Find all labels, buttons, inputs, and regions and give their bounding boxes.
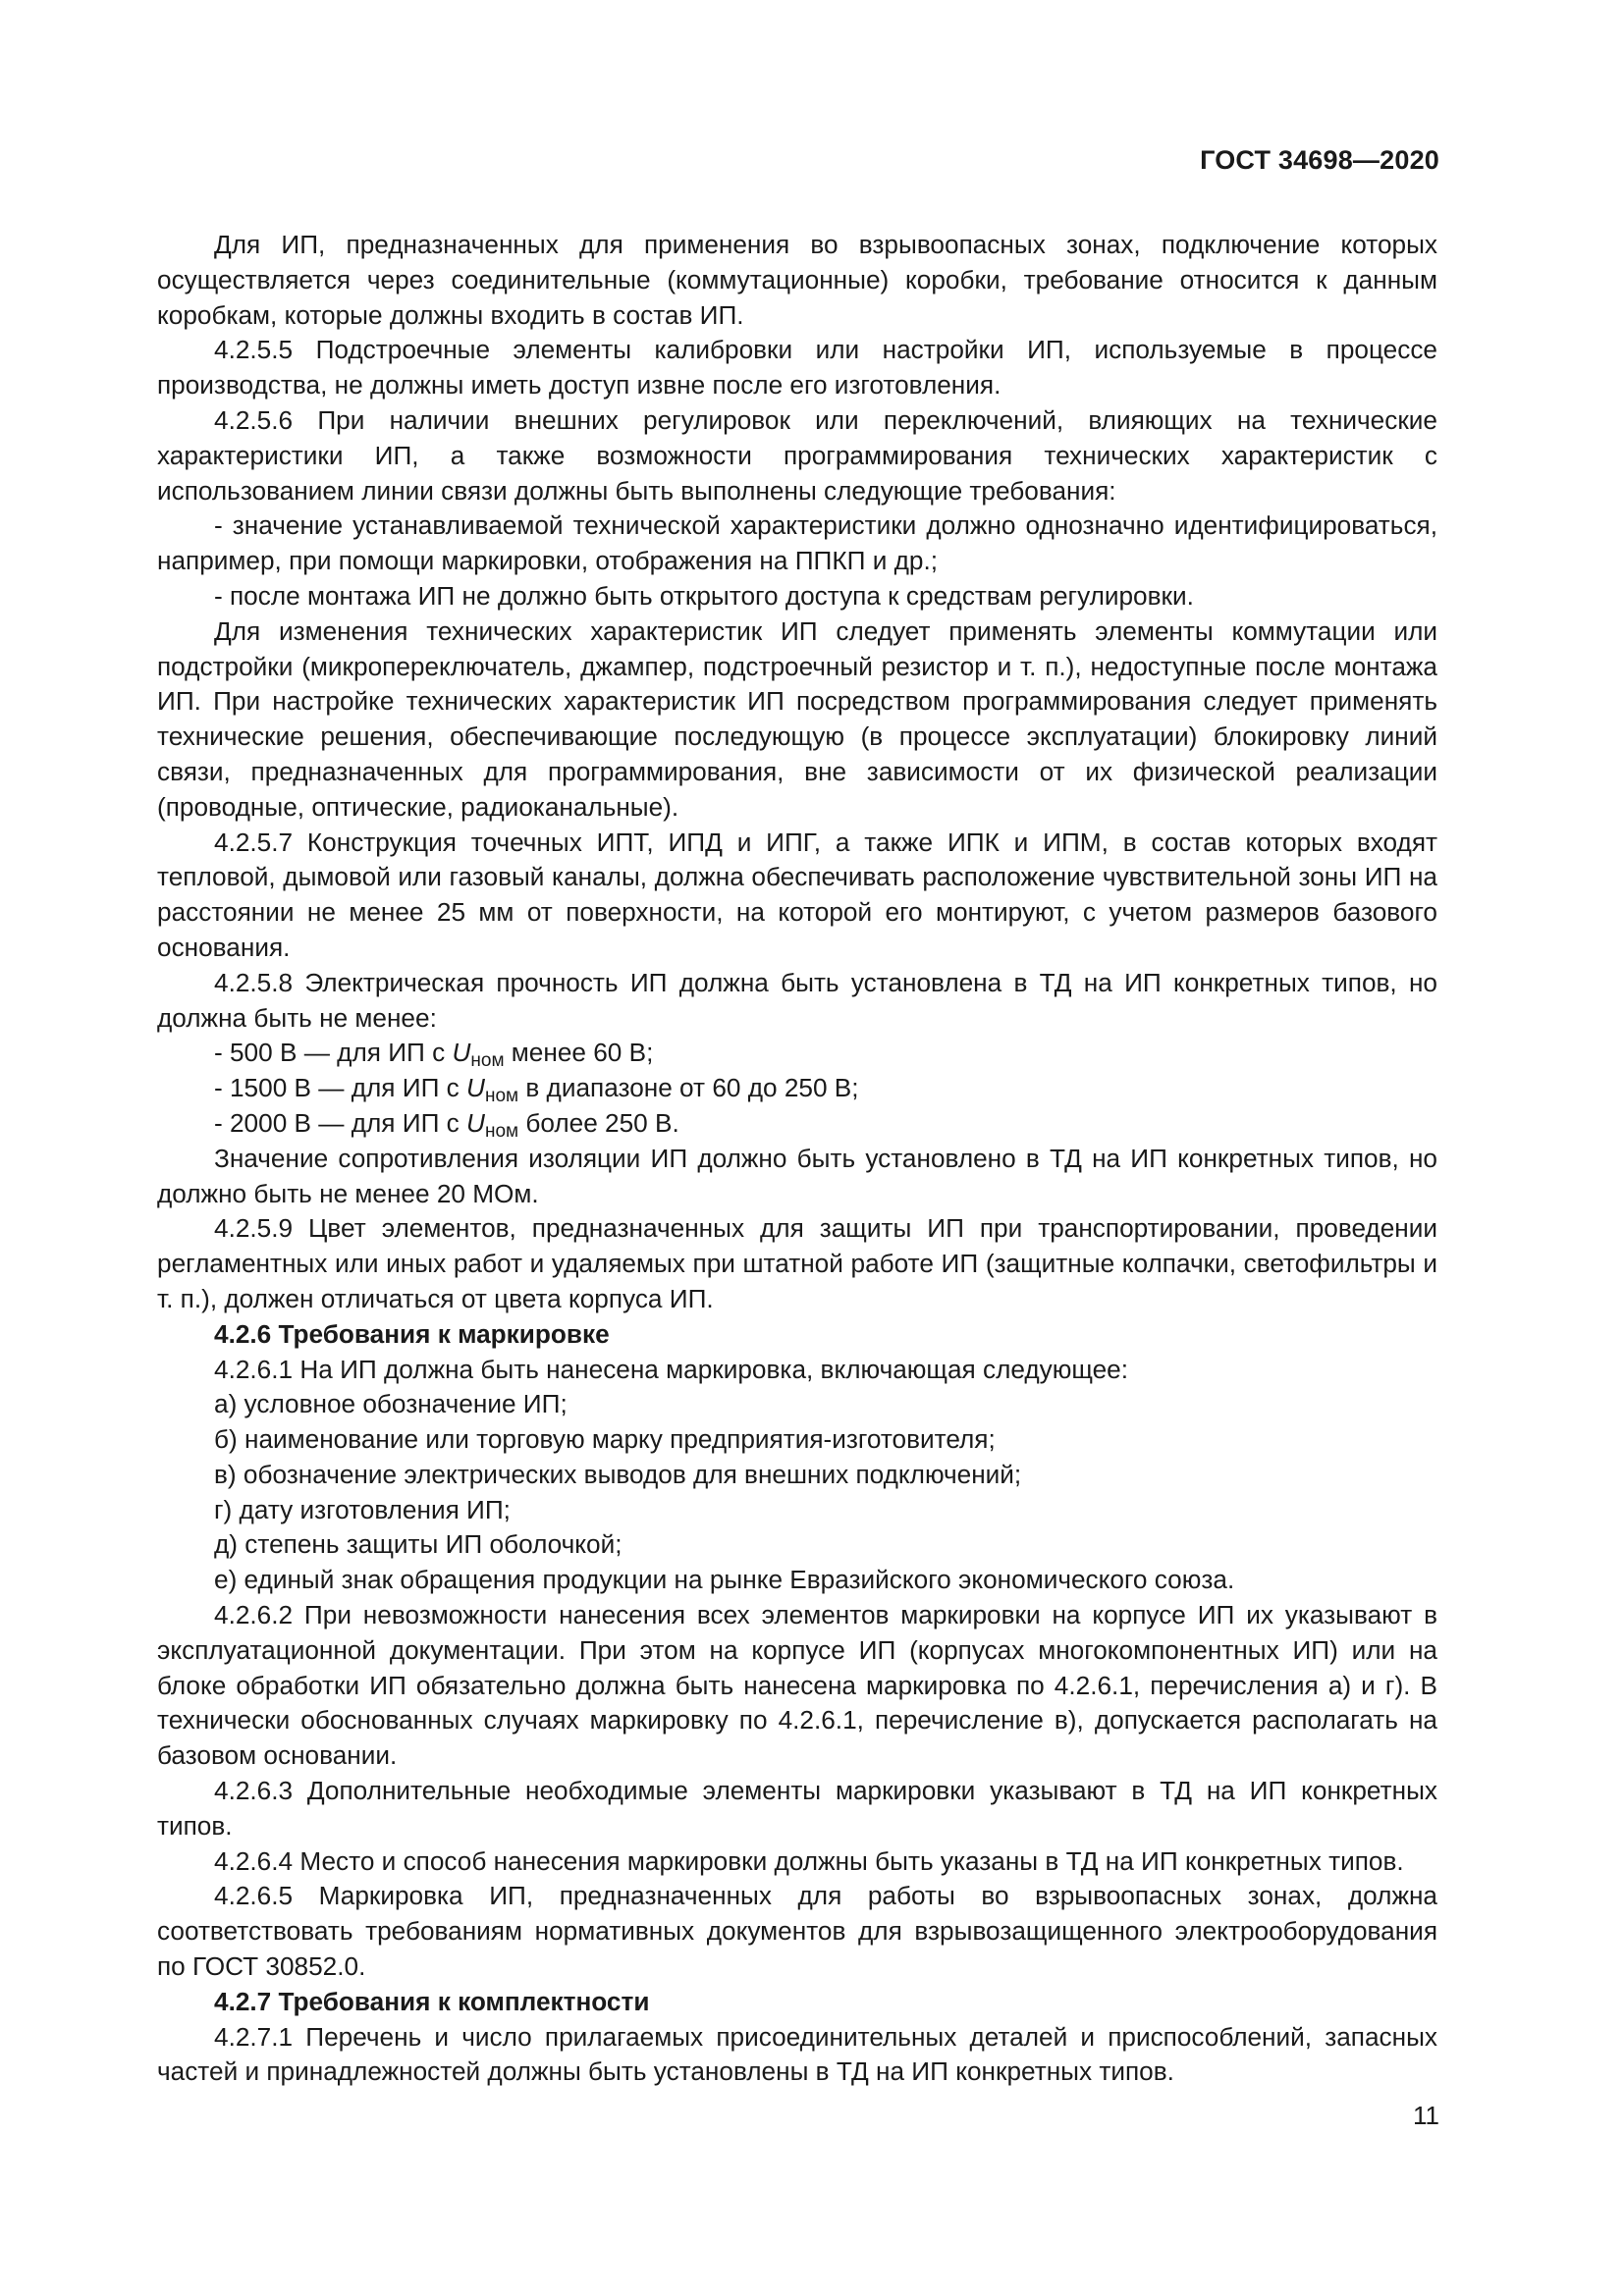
section-heading: 4.2.7 Требования к комплектности xyxy=(214,1986,650,2016)
paragraph: 4.2.5.6 При наличии внешних регулировок или переключений, влияющих на технические характеристики ИП, а также возможности программирования технических характеристик с использованием линии связи должны быть выполнены следующие требования: xyxy=(157,404,1437,506)
list-item: в) обозначение электрических выводов для внешних подключений; xyxy=(214,1459,1022,1489)
list-item: г) дату изготовления ИП; xyxy=(214,1494,511,1524)
paragraph: 4.2.6.1 На ИП должна быть нанесена маркировка, включающая следующее: xyxy=(214,1354,1129,1384)
paragraph: 4.2.6.5 Маркировка ИП, предназначенных для работы во взрывоопасных зонах, должна соответствовать требованиям нормативных документов для взрывозащищенного электрооборудования по ГОСТ 30852.0. xyxy=(157,1881,1437,1982)
paragraph: Значение сопротивления изоляции ИП должно быть установлено в ТД на ИП конкретных типов, но должно быть не менее 20 МОм. xyxy=(157,1143,1437,1208)
page-number: 11 xyxy=(1413,2101,1439,2130)
voltage-item: - 2000 В — для ИП с $U_{ном}$ более 250 В. xyxy=(214,1107,679,1142)
paragraph: 4.2.6.4 Место и способ нанесения маркировки должны быть указаны в ТД на ИП конкретных типов. xyxy=(214,1845,1404,1876)
voltage-item: - 500 В — для ИП с $U_{ном}$ менее 60 В; xyxy=(214,1038,654,1072)
list-item: д) степень защиты ИП оболочкой; xyxy=(214,1529,623,1560)
paragraph: 4.2.5.7 Конструкция точечных ИПТ, ИПД и ИПГ, а также ИПК и ИПМ, в состав которых входят тепловой, дымовой или газовый каналы, должна обеспечивать расположение чувствительной зоны ИП на расстоянии не менее 25 мм от поверхности, на которой его монтируют, с учетом размеров базового основания. xyxy=(157,827,1437,962)
list-item: е) единый знак обращения продукции на рынке Евразийского экономического союза. xyxy=(214,1565,1235,1595)
paragraph: Для изменения технических характеристик ИП следует применять элементы коммутации или подстройки (микропереключатель, джампер, подстроечный резистор и т. п.), недоступные после монтажа ИП. При настройке технических характеристик ИП посредством программирования следует применять технические решения, обеспечивающие последующую (в процессе эксплуатации) блокировку линий связи, предназначенных для программирования, вне зависимости от их физической реализации (проводные, оптические, радиоканальные). xyxy=(157,615,1437,822)
paragraph: 4.2.6.2 При невозможности нанесения всех элементов маркировки на корпусе ИП их указывают в эксплуатационной документации. При этом на корпусе ИП (корпусах многокомпонентных ИП) или на блоке обработки ИП обязательно должна быть нанесена маркировка по 4.2.6.1, перечисления а) и г). В технически обоснованных случаях маркировку по 4.2.6.1, перечисление в), допускается располагать на базовом основании. xyxy=(157,1600,1437,1771)
list-item: - значение устанавливаемой технической характеристики должно однозначно идентифицироваться, например, при помощи маркировки, отображения на ППКП и др.; xyxy=(157,510,1437,576)
paragraph: 4.2.6.3 Дополнительные необходимые элементы маркировки указывают в ТД на ИП конкретных типов. xyxy=(157,1776,1437,1841)
list-item: - после монтажа ИП не должно быть открытого доступа к средствам регулировки. xyxy=(214,580,1194,611)
paragraph: 4.2.5.8 Электрическая прочность ИП должна быть установлена в ТД на ИП конкретных типов, но должна быть не менее: xyxy=(157,967,1437,1033)
list-item: б) наименование или торговую марку предприятия-изготовителя; xyxy=(214,1424,996,1455)
section-heading: 4.2.6 Требования к маркировке xyxy=(214,1318,610,1349)
voltage-item: - 1500 В — для ИП с $U_{ном}$ в диапазоне от 60 до 250 В; xyxy=(214,1073,859,1107)
paragraph: 4.2.7.1 Перечень и число прилагаемых присоединительных деталей и приспособлений, запасных частей и принадлежностей должны быть установлены в ТД на ИП конкретных типов. xyxy=(157,2021,1437,2087)
paragraph: 4.2.5.5 Подстроечные элементы калибровки или настройки ИП, используемые в процессе производства, не должны иметь доступ извне после его изготовления. xyxy=(157,335,1437,400)
paragraph: 4.2.5.9 Цвет элементов, предназначенных для защиты ИП при транспортировании, проведении регламентных или иных работ и удаляемых при штатной работе ИП (защитные колпачки, светофильтры и т. п.), должен отличаться от цвета корпуса ИП. xyxy=(157,1213,1437,1313)
document-id: ГОСТ 34698—2020 xyxy=(1200,145,1439,175)
document-body xyxy=(157,228,1437,2090)
paragraph: Для ИП, предназначенных для применения во взрывоопасных зонах, подключение которых осуществляется через соединительные (коммутационные) коробки, требование относится к данным коробкам, которые должны входить в состав ИП. xyxy=(157,230,1437,330)
list-item: а) условное обозначение ИП; xyxy=(214,1389,568,1419)
